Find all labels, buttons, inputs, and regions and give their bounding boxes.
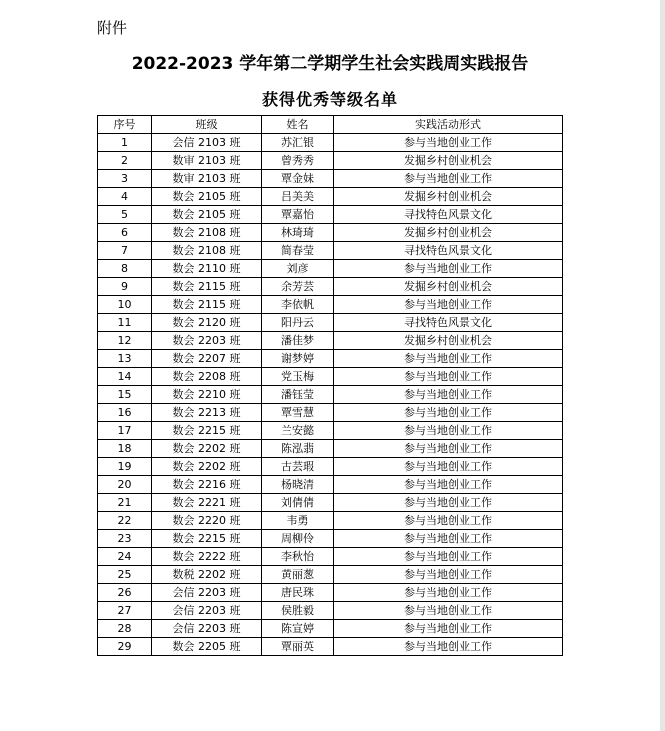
cell-class: 会信 2203 班 [152,584,262,602]
cell-name: 唐民珠 [262,584,334,602]
cell-activity: 参与当地创业工作 [334,620,563,638]
cell-class: 数会 2203 班 [152,332,262,350]
cell-index: 4 [98,188,152,206]
cell-activity: 发掘乡村创业机会 [334,224,563,242]
cell-name: 周柳伶 [262,530,334,548]
cell-name: 覃金妹 [262,170,334,188]
table-row [98,512,563,530]
cell-index: 14 [98,368,152,386]
document-title: 2022-2023 学年第二学期学生社会实践周实践报告 [131,54,529,74]
cell-name: 覃嘉怡 [262,206,334,224]
cell-index: 25 [98,566,152,584]
table-row [98,530,563,548]
cell-class: 数会 2222 班 [152,548,262,566]
table-row [98,170,563,188]
cell-index: 5 [98,206,152,224]
cell-index: 24 [98,548,152,566]
cell-name: 潘钰莹 [262,386,334,404]
cell-activity: 参与当地创业工作 [334,386,563,404]
cell-name: 刘彦 [262,260,334,278]
cell-name: 古芸瑕 [262,458,334,476]
cell-activity: 参与当地创业工作 [334,566,563,584]
cell-name: 覃丽英 [262,638,334,656]
cell-activity: 参与当地创业工作 [334,494,563,512]
cell-name: 简春莹 [262,242,334,260]
cell-name: 陈宣婷 [262,620,334,638]
cell-index: 7 [98,242,152,260]
cell-index: 9 [98,278,152,296]
cell-class: 会信 2103 班 [152,134,262,152]
cell-name: 李秋怡 [262,548,334,566]
cell-index: 10 [98,296,152,314]
cell-name: 林琦琦 [262,224,334,242]
cell-class: 数审 2103 班 [152,152,262,170]
cell-index: 20 [98,476,152,494]
cell-activity: 参与当地创业工作 [334,368,563,386]
cell-index: 16 [98,404,152,422]
cell-activity: 参与当地创业工作 [334,170,563,188]
cell-index: 19 [98,458,152,476]
cell-class: 数会 2115 班 [152,278,262,296]
cell-activity: 参与当地创业工作 [334,134,563,152]
attachment-label: 附件 [97,19,128,37]
table-row [98,350,563,368]
cell-activity: 参与当地创业工作 [334,260,563,278]
cell-index: 12 [98,332,152,350]
cell-class: 数会 2202 班 [152,440,262,458]
cell-activity: 参与当地创业工作 [334,530,563,548]
table-row [98,332,563,350]
excellent-students-table [97,115,563,656]
cell-class: 数会 2220 班 [152,512,262,530]
cell-index: 8 [98,260,152,278]
table-row [98,188,563,206]
table-row [98,314,563,332]
cell-index: 13 [98,350,152,368]
cell-activity: 参与当地创业工作 [334,422,563,440]
cell-name: 党玉梅 [262,368,334,386]
cell-index: 21 [98,494,152,512]
cell-class: 会信 2203 班 [152,602,262,620]
table-row [98,296,563,314]
table-row [98,422,563,440]
cell-name: 曾秀秀 [262,152,334,170]
page-edge-shadow [660,0,665,731]
cell-class: 数会 2105 班 [152,206,262,224]
cell-activity: 发掘乡村创业机会 [334,332,563,350]
cell-class: 数会 2213 班 [152,404,262,422]
table-row [98,494,563,512]
cell-name: 谢梦婷 [262,350,334,368]
cell-class: 数会 2216 班 [152,476,262,494]
cell-class: 数会 2110 班 [152,260,262,278]
cell-class: 数会 2208 班 [152,368,262,386]
cell-class: 数会 2108 班 [152,224,262,242]
table-row [98,242,563,260]
cell-activity: 寻找特色风景文化 [334,314,563,332]
cell-class: 数会 2210 班 [152,386,262,404]
cell-class: 数会 2120 班 [152,314,262,332]
cell-index: 26 [98,584,152,602]
cell-activity: 参与当地创业工作 [334,404,563,422]
cell-name: 苏汇银 [262,134,334,152]
cell-name: 侯胜毅 [262,602,334,620]
cell-index: 28 [98,620,152,638]
cell-index: 17 [98,422,152,440]
cell-class: 数会 2202 班 [152,458,262,476]
cell-index: 15 [98,386,152,404]
table-row [98,224,563,242]
cell-name: 杨晓清 [262,476,334,494]
table-row [98,440,563,458]
cell-activity: 参与当地创业工作 [334,350,563,368]
cell-name: 覃雪慧 [262,404,334,422]
cell-index: 2 [98,152,152,170]
cell-name: 潘佳梦 [262,332,334,350]
table-row [98,386,563,404]
cell-activity: 参与当地创业工作 [334,584,563,602]
cell-activity: 参与当地创业工作 [334,440,563,458]
cell-activity: 参与当地创业工作 [334,458,563,476]
cell-index: 22 [98,512,152,530]
cell-class: 数会 2108 班 [152,242,262,260]
cell-class: 数会 2215 班 [152,422,262,440]
cell-activity: 发掘乡村创业机会 [334,188,563,206]
table-row [98,278,563,296]
cell-index: 27 [98,602,152,620]
document-subtitle: 获得优秀等级名单 [261,90,398,109]
cell-class: 数会 2215 班 [152,530,262,548]
header-name: 姓名 [262,116,334,134]
table-row [98,584,563,602]
cell-index: 11 [98,314,152,332]
table-row [98,206,563,224]
cell-activity: 寻找特色风景文化 [334,206,563,224]
cell-index: 18 [98,440,152,458]
cell-activity: 寻找特色风景文化 [334,242,563,260]
cell-class: 数审 2103 班 [152,170,262,188]
table-body [98,134,563,656]
cell-name: 刘倩倩 [262,494,334,512]
table-row [98,548,563,566]
cell-activity: 参与当地创业工作 [334,296,563,314]
cell-activity: 参与当地创业工作 [334,476,563,494]
cell-name: 余芳芸 [262,278,334,296]
cell-class: 会信 2203 班 [152,620,262,638]
cell-class: 数会 2221 班 [152,494,262,512]
cell-index: 29 [98,638,152,656]
header-class: 班级 [152,116,262,134]
cell-activity: 参与当地创业工作 [334,512,563,530]
cell-name: 李依帆 [262,296,334,314]
cell-activity: 发掘乡村创业机会 [334,152,563,170]
table-row [98,566,563,584]
cell-class: 数税 2202 班 [152,566,262,584]
cell-activity: 参与当地创业工作 [334,638,563,656]
table-row [98,260,563,278]
cell-class: 数会 2207 班 [152,350,262,368]
table-row [98,134,563,152]
table-row [98,476,563,494]
cell-name: 黄丽葱 [262,566,334,584]
cell-name: 兰安懿 [262,422,334,440]
cell-index: 23 [98,530,152,548]
cell-activity: 参与当地创业工作 [334,602,563,620]
table-row [98,404,563,422]
table-row [98,458,563,476]
cell-activity: 参与当地创业工作 [334,548,563,566]
table-row [98,620,563,638]
cell-name: 阳丹云 [262,314,334,332]
cell-class: 数会 2105 班 [152,188,262,206]
cell-name: 韦勇 [262,512,334,530]
cell-class: 数会 2205 班 [152,638,262,656]
cell-activity: 发掘乡村创业机会 [334,278,563,296]
table-row [98,368,563,386]
header-activity: 实践活动形式 [334,116,563,134]
table-header-row [98,116,563,134]
header-index: 序号 [98,116,152,134]
table-row [98,638,563,656]
table-row [98,152,563,170]
cell-name: 吕美美 [262,188,334,206]
cell-class: 数会 2115 班 [152,296,262,314]
cell-index: 1 [98,134,152,152]
table-row [98,602,563,620]
cell-index: 6 [98,224,152,242]
cell-index: 3 [98,170,152,188]
cell-name: 陈泓翡 [262,440,334,458]
